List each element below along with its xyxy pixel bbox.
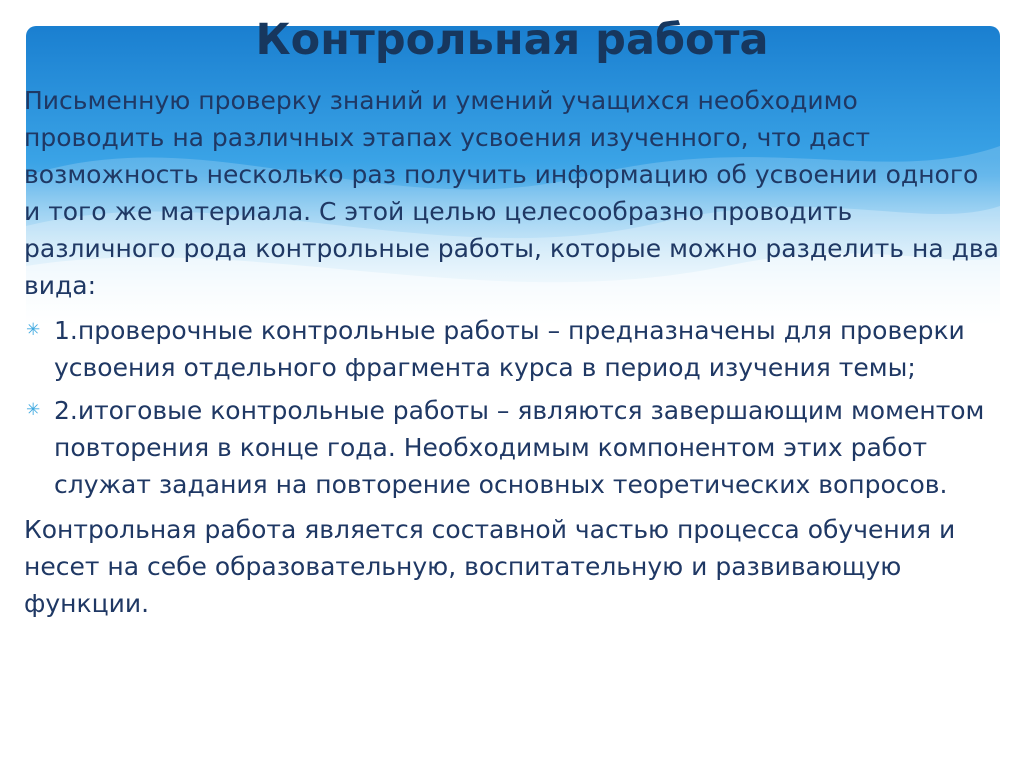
slide-body bbox=[24, 82, 999, 630]
list-item bbox=[24, 392, 999, 503]
conclusion-paragraph: Контрольная работа является составной частью процесса обучения и несет на себе образовательную, воспитательную и развивающую функции. bbox=[24, 515, 956, 618]
slide-title: Контрольная работа bbox=[255, 15, 769, 65]
intro-paragraph: Письменную проверку знаний и умений учащихся необходимо проводить на различных этапах усвоения изученного, что даст возможность несколько раз получить информацию об усвоении одного и того же материала. С этой целью целесообразно проводить различного рода контрольные работы, которые можно разделить на два вида: bbox=[24, 86, 999, 300]
asterisk-bullet-icon: ✳ bbox=[26, 400, 41, 420]
bullet-list bbox=[24, 312, 999, 503]
list-item-text: 2.итоговые контрольные работы – являются завершающим моментом повторения в конце года. Необходимым компонентом этих работ служат задания на повторение основных теоретических вопросов. bbox=[54, 396, 985, 499]
list-item bbox=[24, 312, 999, 386]
list-item-text: 1.проверочные контрольные работы – предназначены для проверки усвоения отдельного фрагмента курса в период изучения темы; bbox=[54, 316, 965, 382]
asterisk-bullet-icon: ✳ bbox=[26, 320, 41, 340]
